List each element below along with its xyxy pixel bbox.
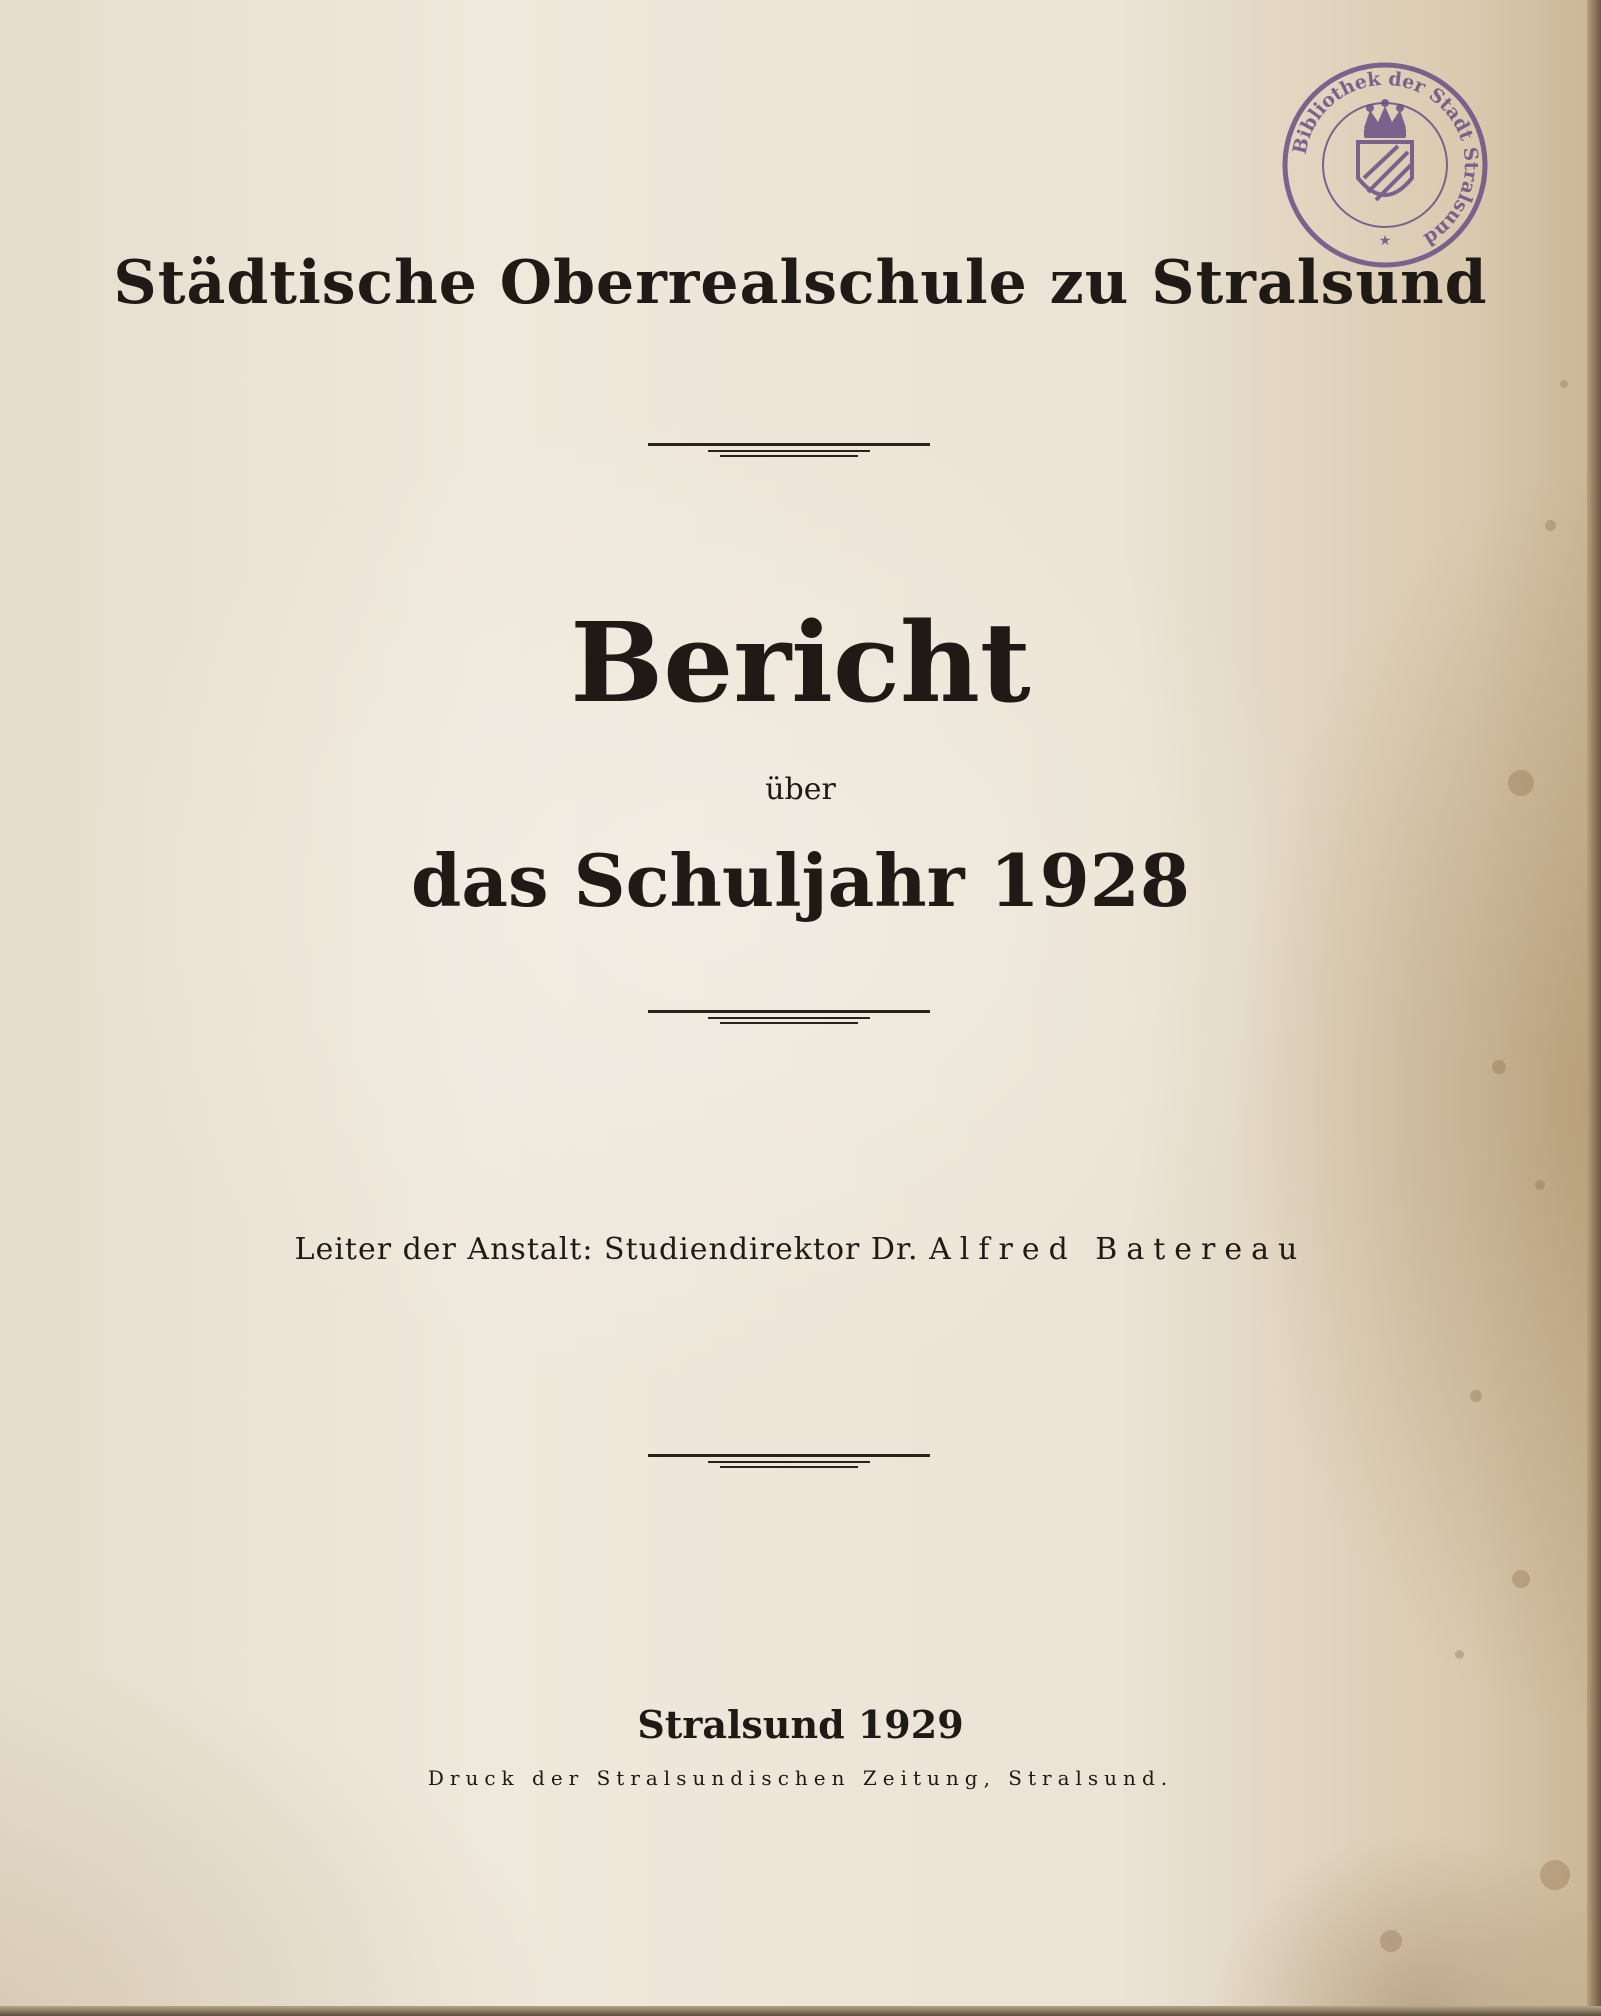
foxing-spot [1545,520,1556,531]
foxing-spot [1560,380,1568,388]
foxing-spot [1380,1930,1402,1952]
report-title: Bericht [570,598,1031,727]
foxing-spot [1492,1060,1506,1074]
school-title: Städtische Oberrealschule zu Stralsund [113,248,1488,318]
ornamental-rule [648,1010,930,1026]
foxing-spot [1535,1180,1545,1190]
printer-imprint: Druck der Stralsundischen Zeitung, Stralsund. [427,1766,1174,1790]
director-name: Alfred Batereau [929,1232,1307,1267]
foxing-spot [1512,1570,1530,1588]
ornamental-rule [648,443,930,459]
stamp-text-path: Bibliothek der Stadt Stralsund [1288,67,1483,251]
page-edge-bottom [0,2006,1601,2016]
library-stamp [1280,60,1490,270]
crown-icon [1364,99,1406,138]
star-icon: ★ [1378,233,1392,249]
foxing-spot [1470,1390,1482,1402]
foxing-spot [1455,1650,1464,1659]
foxing-spot [1540,1860,1570,1890]
school-year-title: das Schuljahr 1928 [411,838,1190,923]
director-line [0,1232,1601,1267]
preposition-text: über [765,772,836,807]
ornamental-rule [648,1454,930,1470]
coat-of-arms-icon [1358,142,1412,200]
place-and-year: Stralsund 1929 [637,1702,964,1747]
director-label: Leiter der Anstalt: Studiendirektor Dr. [294,1232,919,1267]
